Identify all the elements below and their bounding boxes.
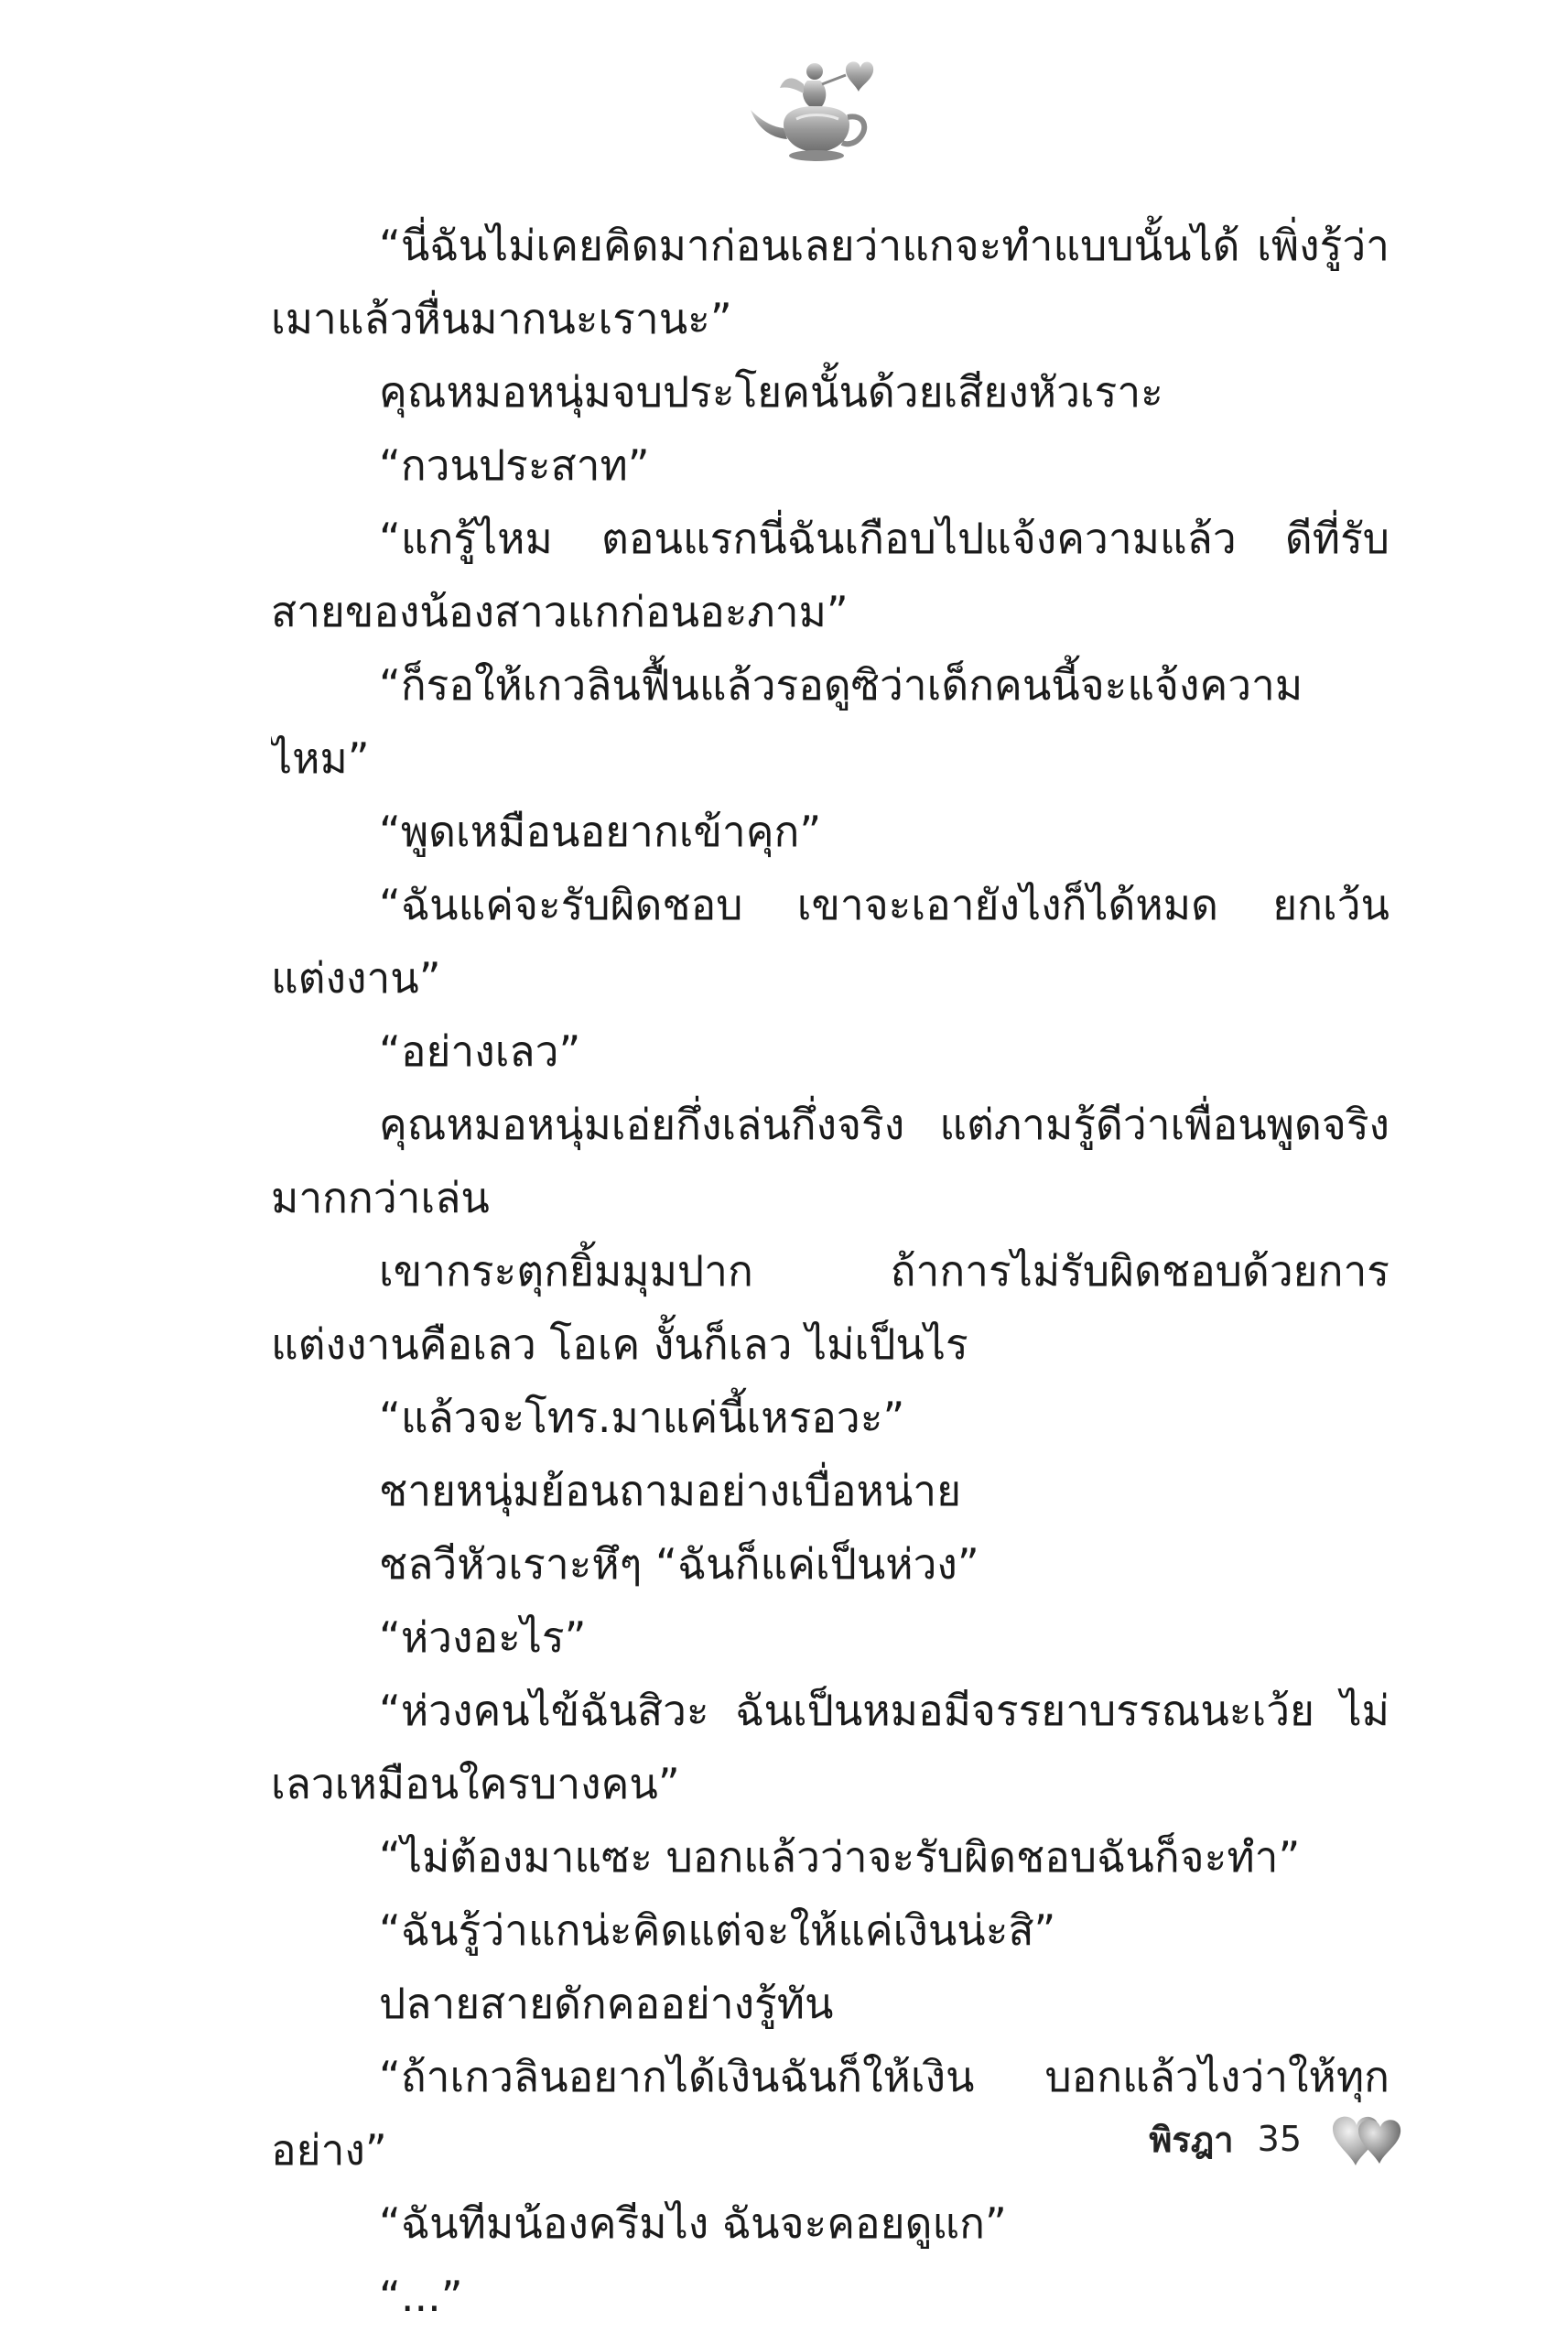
- paragraph: “พูดเหมือนอยากเข้าคุก”: [379, 807, 822, 856]
- paragraph: “กวนประสาท”: [379, 440, 650, 490]
- paragraph: “นี่ฉันไม่เคยคิดมาก่อนเลยว่าแกจะทำแบบนั้นได้ เพิ่งรู้ว่าเมาแล้วหื่นมากนะเรานะ”: [271, 221, 1390, 343]
- author-name: พิรฎา: [1149, 2119, 1234, 2160]
- paragraph: “ไม่ต้องมาแซะ บอกแล้วว่าจะรับผิดชอบฉันก็จะทำ”: [379, 1832, 1301, 1882]
- paragraph: “ฉันทีมน้องครีมไง ฉันจะคอยดูแก”: [379, 2198, 1007, 2248]
- paragraph: “ถ้าเกวลินอยากได้เงินฉันก็ให้เงิน บอกแล้วไงว่าให้ทุกอย่าง”: [271, 2052, 1390, 2175]
- paragraph: เขากระตุกยิ้มมุมปาก ถ้าการไม่รับผิดชอบด้วยการแต่งงานคือเลว โอเค งั้นก็เลว ไม่เป็นไร: [271, 1246, 1390, 1369]
- paragraph: “ฉันแค่จะรับผิดชอบ เขาจะเอายังไงก็ได้หมด ยกเว้นแต่งงาน”: [271, 880, 1390, 1003]
- paragraph: คุณหมอหนุ่มจบประโยคนั้นด้วยเสียงหัวเราะ: [379, 367, 1163, 417]
- body-text: [271, 209, 1390, 2333]
- paragraph: “ฉันรู้ว่าแกน่ะคิดแต่จะให้แค่เงินน่ะสิ”: [379, 1905, 1056, 1955]
- paragraph: “ห่วงอะไร”: [379, 1612, 587, 1662]
- hearts-icon: [1325, 2107, 1408, 2171]
- paragraph: คุณหมอหนุ่มเอ่ยกึ่งเล่นกึ่งจริง แต่ภามรู้ดีว่าเพื่อนพูดจริงมากกว่าเล่น: [271, 1100, 1390, 1222]
- paragraph: “...”: [379, 2272, 463, 2321]
- page-footer: [1149, 2102, 1408, 2176]
- paragraph: ชลวีหัวเราะหึๆ “ฉันก็แค่เป็นห่วง”: [379, 1539, 979, 1589]
- paragraph: “ห่วงคนไข้ฉันสิวะ ฉันเป็นหมอมีจรรยาบรรณนะเว้ย ไม่เลวเหมือนใครบางคน”: [271, 1686, 1390, 1808]
- paragraph: “ก็รอให้เกวลินฟื้นแล้วรอดูซิว่าเด็กคนนี้จะแจ้งความไหม”: [271, 660, 1303, 783]
- cupid-teapot-icon: [743, 53, 890, 172]
- paragraph: ชายหนุ่มย้อนถามอย่างเบื่อหน่าย: [379, 1466, 962, 1515]
- paragraph: “แกรู้ไหม ตอนแรกนี่ฉันเกือบไปแจ้งความแล้ว ดีที่รับสายของน้องสาวแกก่อนอะภาม”: [271, 514, 1390, 636]
- paragraph: “อย่างเลว”: [379, 1026, 581, 1076]
- page-number: 35: [1257, 2119, 1302, 2159]
- paragraph: ปลายสายดักคออย่างรู้ทัน: [379, 1979, 834, 2028]
- paragraph: “แล้วจะโทร.มาแค่นี้เหรอวะ”: [379, 1393, 905, 1442]
